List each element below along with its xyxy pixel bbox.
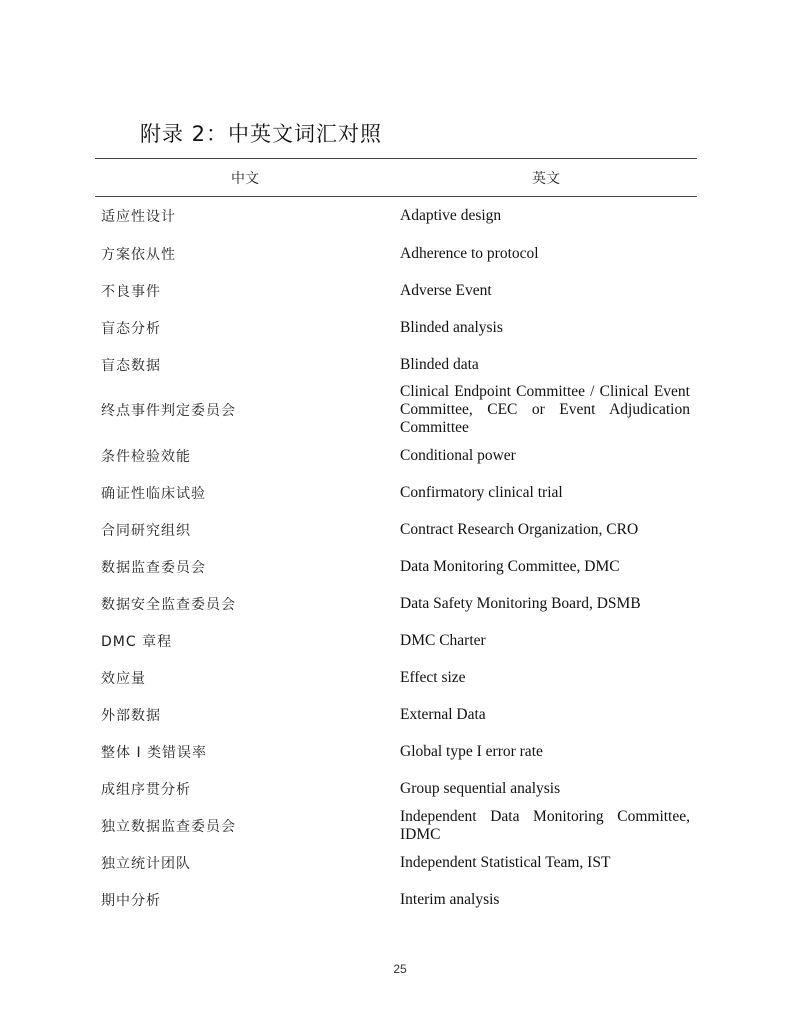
table-row — [95, 733, 697, 770]
table-row — [95, 585, 697, 622]
table-row — [95, 659, 697, 696]
term-english: Independent Statistical Team, IST — [400, 853, 611, 871]
table-row — [95, 272, 697, 309]
term-chinese: 效应量 — [101, 670, 146, 687]
term-chinese: 盲态数据 — [101, 357, 161, 374]
term-english: Clinical Endpoint Committee / Clinical Event Committee, CEC or Event Adjudication Committee — [400, 383, 690, 436]
table-row — [95, 383, 697, 437]
term-english: Group sequential analysis — [400, 779, 561, 797]
table-row — [95, 807, 697, 844]
table-row — [95, 235, 697, 272]
table-body — [95, 197, 697, 918]
term-chinese: 适应性设计 — [101, 209, 176, 225]
page-number: 25 — [393, 962, 407, 976]
term-english: Adaptive design — [400, 207, 502, 224]
term-english: Adherence to protocol — [400, 244, 539, 262]
term-english: Blinded analysis — [400, 318, 503, 336]
term-english: Global type I error rate — [400, 742, 543, 760]
table-row — [95, 881, 697, 918]
term-chinese: 数据安全监查委员会 — [101, 596, 236, 613]
term-english: Contract Research Organization, CRO — [400, 520, 639, 538]
term-english: Data Monitoring Committee, DMC — [400, 557, 620, 575]
term-english: Blinded data — [400, 355, 479, 373]
term-chinese: 成组序贯分析 — [101, 781, 191, 798]
term-chinese: 确证性临床试验 — [101, 485, 206, 502]
table-row — [95, 437, 697, 474]
table-row — [95, 622, 697, 659]
table-row — [95, 474, 697, 511]
table-row — [95, 548, 697, 585]
term-chinese: 方案依从性 — [101, 246, 176, 263]
term-chinese: 终点事件判定委员会 — [101, 403, 236, 419]
header-english: 英文 — [532, 170, 560, 187]
term-english: Effect size — [400, 668, 466, 686]
header-chinese: 中文 — [231, 170, 259, 187]
glossary-table — [95, 158, 697, 918]
appendix-title: 附录 2：中英文词汇对照 — [140, 122, 383, 146]
term-chinese: 盲态分析 — [101, 320, 161, 337]
term-chinese: 条件检验效能 — [101, 448, 191, 465]
term-chinese: 独立数据监查委员会 — [101, 818, 236, 835]
table-row — [95, 770, 697, 807]
table-row — [95, 696, 697, 733]
table-row — [95, 346, 697, 383]
table-row — [95, 197, 697, 235]
term-english: Data Safety Monitoring Board, DSMB — [400, 594, 641, 612]
term-english: Conditional power — [400, 446, 516, 464]
term-chinese: 不良事件 — [101, 283, 161, 300]
table-header — [95, 159, 697, 196]
term-english: External Data — [400, 705, 486, 723]
term-english: Confirmatory clinical trial — [400, 483, 563, 501]
table-row — [95, 844, 697, 881]
term-english: Interim analysis — [400, 890, 500, 908]
term-chinese: 独立统计团队 — [101, 855, 191, 872]
term-english: DMC Charter — [400, 631, 486, 649]
term-english: Independent Data Monitoring Committee, IDMC — [400, 807, 690, 843]
term-chinese: 外部数据 — [101, 707, 161, 724]
term-chinese: 合同研究组织 — [101, 522, 191, 539]
table-row — [95, 511, 697, 548]
term-english: Adverse Event — [400, 281, 492, 299]
term-chinese: 数据监查委员会 — [101, 559, 206, 576]
term-chinese: 期中分析 — [101, 892, 161, 909]
term-chinese: DMC 章程 — [101, 633, 173, 650]
term-chinese: 整体 I 类错误率 — [101, 744, 208, 761]
table-row — [95, 309, 697, 346]
